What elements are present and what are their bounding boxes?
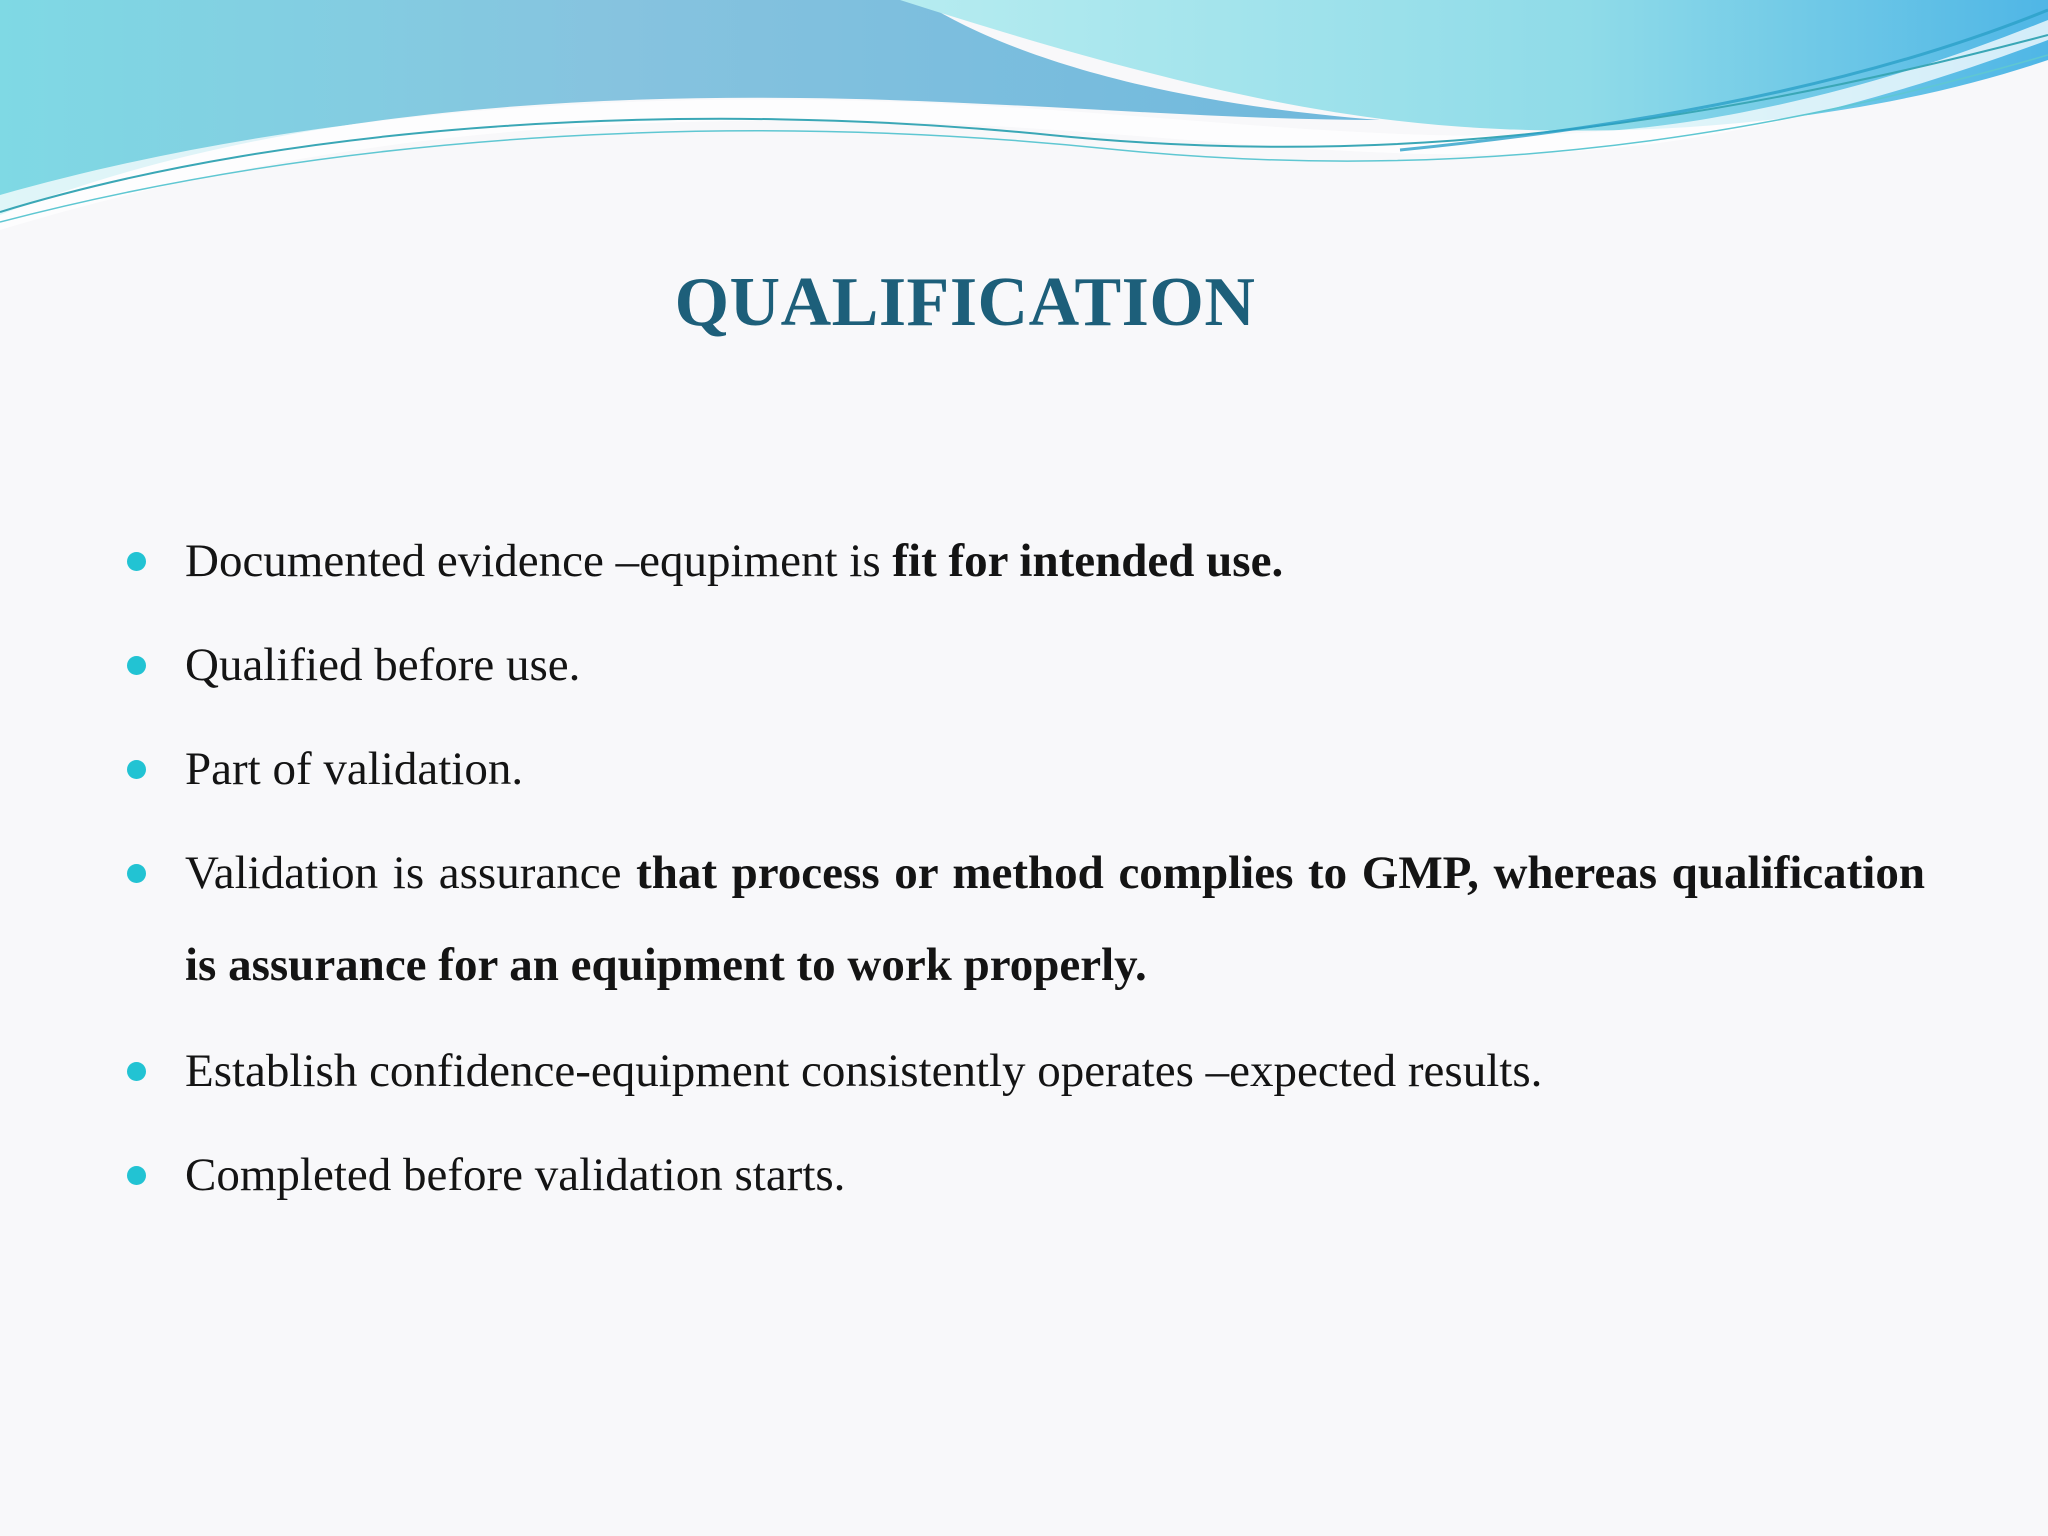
- bullet-text: [185, 723, 1925, 815]
- bullet-text-segment: Part of validation.: [185, 743, 524, 795]
- bullet-text-segment: Completed before validation starts.: [185, 1149, 846, 1201]
- bullet-text-bold-segment: that process or method complies to GMP, whereas qualification is assurance for an equipment to work properly.: [185, 847, 1925, 991]
- bullet-text: [185, 827, 1925, 1011]
- bullet-text-segment: Establish confidence-equipment consistently operates –expected results.: [185, 1045, 1543, 1097]
- bullet-text: [185, 1025, 1925, 1117]
- bullet-dot-icon: [127, 760, 146, 779]
- bullet-text: [185, 515, 1925, 607]
- bullet-dot-icon: [127, 1166, 146, 1185]
- bullet-text-segment: Qualified before use.: [185, 639, 581, 691]
- bullet-dot-icon: [127, 864, 146, 883]
- bullet-text: [185, 1129, 1925, 1221]
- bullet-text-segment: Validation is assurance: [185, 847, 637, 899]
- slide-title: QUALIFICATION: [674, 264, 1256, 341]
- bullet-dot-icon: [127, 552, 146, 571]
- header-wave-decoration: [0, 0, 2048, 260]
- bullet-text-segment: Documented evidence –equpiment is: [185, 535, 893, 587]
- bullet-dot-icon: [127, 1062, 146, 1081]
- bullet-text: [185, 619, 1925, 711]
- bullet-dot-icon: [127, 656, 146, 675]
- bullet-text-bold-segment: fit for intended use.: [892, 535, 1284, 587]
